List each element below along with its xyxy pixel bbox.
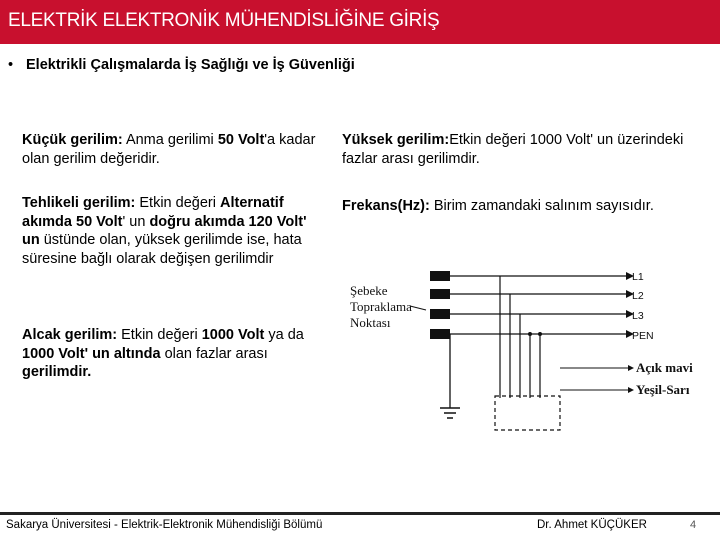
value-part: doğru akımda 120 Volt' un xyxy=(22,213,307,248)
text-part: üstünde olan, yüksek gerilimde ise, hata süresine bağlı olarak değişen gerilimdir xyxy=(22,232,302,267)
term-tehlikeli-gerilim: Tehlikeli gerilim: xyxy=(22,195,136,211)
section-heading: Elektrikli Çalışmalarda İş Sağlığı ve İş Güvenliği xyxy=(26,57,355,73)
definition-yuksek-gerilim xyxy=(342,131,712,168)
text-part: olan fazlar arası xyxy=(160,345,268,362)
text-part: 'a kadar olan gerilim değeridir. xyxy=(22,132,316,167)
diagram-pointer xyxy=(410,306,426,310)
arrow-acik-mavi-icon xyxy=(628,365,634,371)
label-pen: PEN xyxy=(632,330,654,342)
text-part: Birim zamandaki salınım sayısıdır. xyxy=(429,198,654,214)
equipment-box xyxy=(495,396,560,430)
title-bar xyxy=(0,0,720,44)
label-l3: L3 xyxy=(632,310,644,322)
page-number: 4 xyxy=(690,519,697,531)
text-part: Etkin değeri xyxy=(135,195,220,211)
definition-alcak-gerilim xyxy=(22,326,327,382)
bus-block-pen xyxy=(430,329,450,339)
bus-block-l3 xyxy=(430,309,450,319)
diagram-label-topraklama: Topraklama xyxy=(350,299,412,314)
footer-divider xyxy=(0,512,720,515)
label-l2: L2 xyxy=(632,290,644,302)
text-part: Etkin değeri xyxy=(117,327,202,343)
text-part: ' un xyxy=(122,213,150,230)
value-part: 1000 Volt' un altında xyxy=(22,345,161,362)
bus-block-l2 xyxy=(430,289,450,299)
section-bullet xyxy=(8,57,355,73)
footer-author: Dr. Ahmet KÜÇÜKER xyxy=(537,519,647,531)
term-alcak-gerilim: Alcak gerilim: xyxy=(22,327,118,343)
value-part: 50 Volt xyxy=(217,132,265,148)
value-part: Alternatif akımda 50 Volt xyxy=(22,195,284,230)
definition-kucuk-gerilim xyxy=(22,131,327,168)
diagram-label-noktasi: Noktası xyxy=(350,315,391,330)
bullet-dot-icon: • xyxy=(8,57,14,73)
text-part: Anma gerilimi xyxy=(122,132,218,148)
footer-institution: Sakarya Üniversitesi - Elektrik-Elektronik Mühendisliği Bölümü xyxy=(6,519,323,531)
term-yuksek-gerilim: Yüksek gerilim: xyxy=(342,132,450,148)
grounding-diagram xyxy=(338,258,720,440)
diagram-label-sebeke: Şebeke xyxy=(350,283,388,298)
junction-dot xyxy=(528,332,532,336)
junction-dot xyxy=(538,332,542,336)
label-yesil-sari: Yeşil-Sarı xyxy=(636,382,690,397)
term-frekans: Frekans(Hz): xyxy=(342,198,430,214)
label-l1: L1 xyxy=(632,271,644,283)
bus-block-l1 xyxy=(430,271,450,281)
value-part: 1000 Volt xyxy=(201,327,265,343)
text-part: Etkin değeri 1000 Volt' un üzerindeki fazlar arası gerilimdir. xyxy=(342,132,684,167)
label-acik-mavi: Açık mavi xyxy=(636,360,693,375)
text-part: ya da xyxy=(264,327,304,343)
page-title: ELEKTRİK ELEKTRONİK MÜHENDİSLİĞİNE GİRİŞ xyxy=(8,10,440,31)
arrow-yesil-sari-icon xyxy=(628,387,634,393)
term-kucuk-gerilim: Küçük gerilim: xyxy=(22,132,123,148)
definition-tehlikeli-gerilim xyxy=(22,194,327,268)
value-part: gerilimdir. xyxy=(22,364,92,380)
definition-frekans xyxy=(342,197,712,216)
